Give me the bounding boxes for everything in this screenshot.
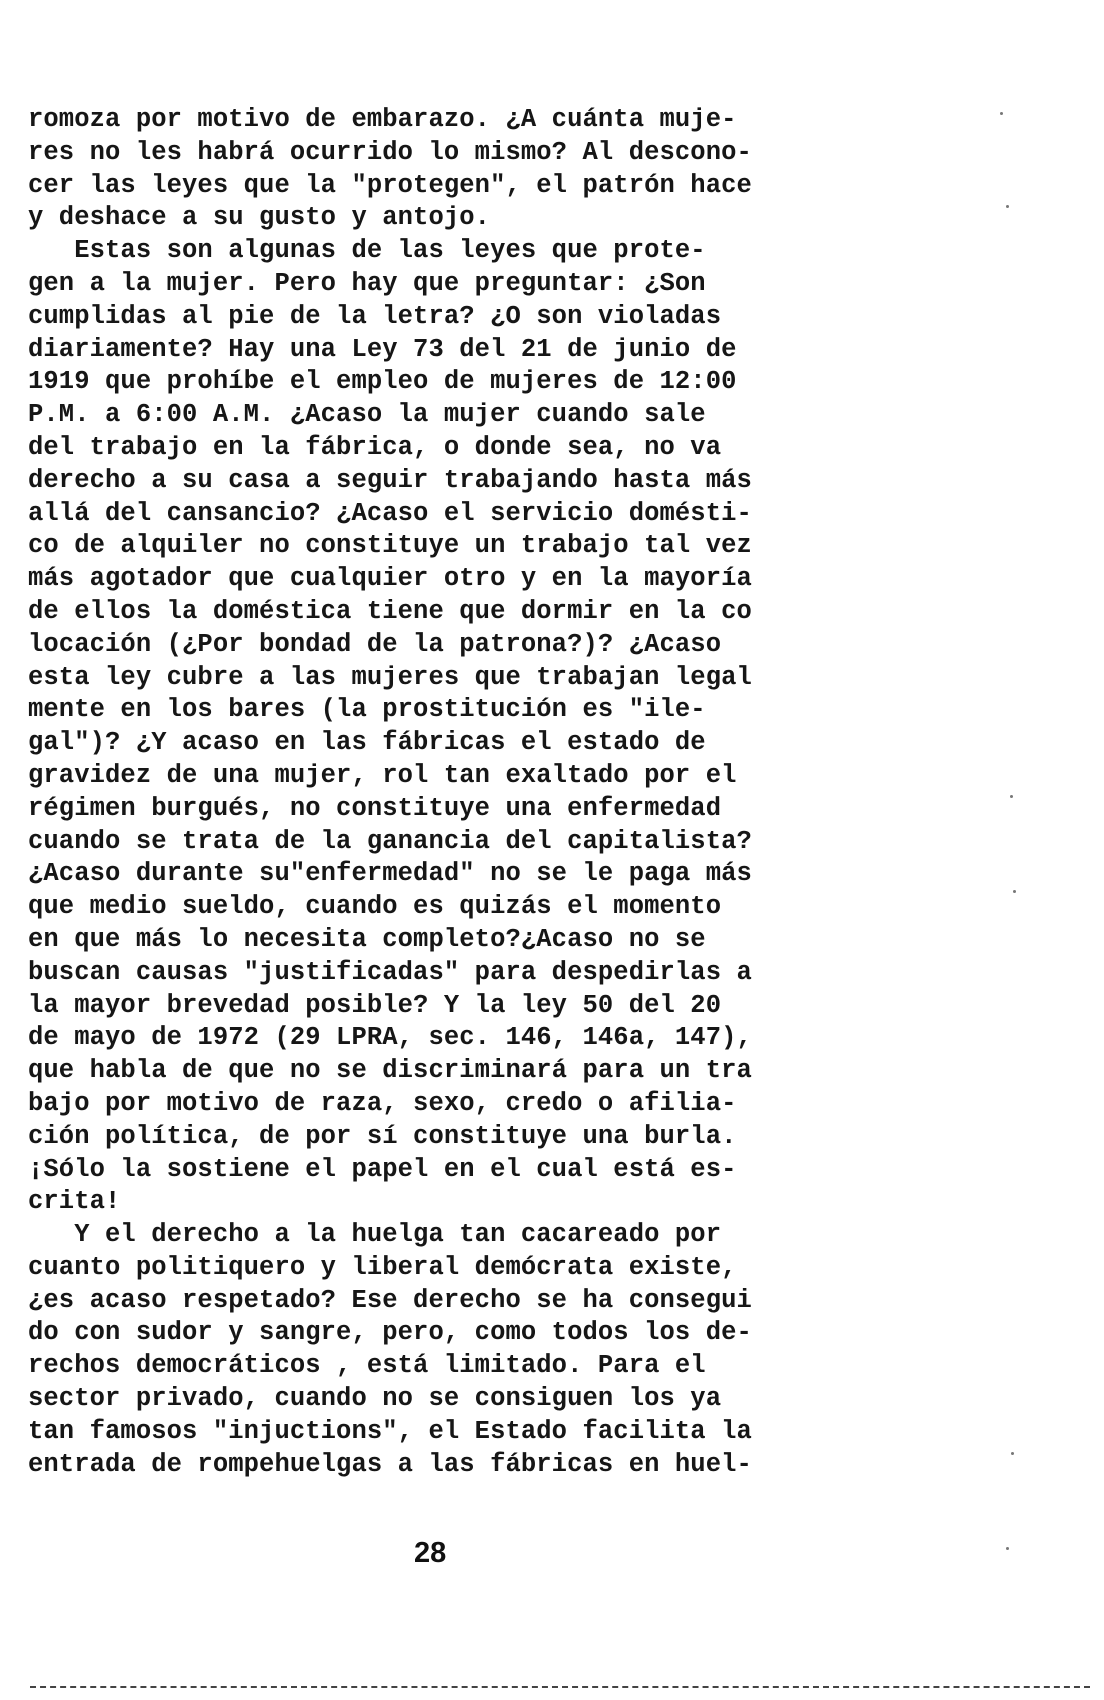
- bottom-divider: [30, 1686, 1090, 1688]
- text-line: romoza por motivo de embarazo. ¿A cuánta muje-: [28, 105, 737, 134]
- text-line: cuando se trata de la ganancia del capitalista?: [28, 826, 752, 856]
- text-line: buscan causas "justificadas" para despedirlas a: [28, 957, 752, 987]
- text-line: P.M. a 6:00 A.M. ¿Acaso la mujer cuando sale: [28, 400, 706, 430]
- text-line: gravidez de una mujer, rol tan exaltado por el: [28, 760, 737, 790]
- text-line: del trabajo en la fábrica, o donde sea, no va: [28, 432, 722, 462]
- text-line: gen a la mujer. Pero hay que preguntar: ¿Son: [28, 268, 706, 298]
- text-line: de ellos la doméstica tiene que dormir en la co: [28, 596, 752, 626]
- text-line: esta ley cubre a las mujeres que trabajan legal: [28, 662, 752, 692]
- text-line: tan famosos "injuctions", el Estado facilita la: [28, 1416, 752, 1446]
- scan-speck: [1006, 205, 1009, 208]
- scan-speck: [1000, 112, 1003, 115]
- scan-speck: [1013, 890, 1016, 893]
- text-line: la mayor brevedad posible? Y la ley 50 del 20: [28, 990, 722, 1020]
- page-number: 28: [414, 1537, 447, 1569]
- scan-speck: [1011, 1452, 1014, 1455]
- text-line: cumplidas al pie de la letra? ¿O son violadas: [28, 301, 722, 331]
- text-line: mente en los bares (la prostitución es "ile-: [28, 695, 706, 725]
- text-line: que habla de que no se discriminará para un tra: [28, 1056, 752, 1086]
- text-line: do con sudor y sangre, pero, como todos los de-: [28, 1318, 752, 1348]
- text-line: 1919 que prohíbe el empleo de mujeres de 12:00: [28, 367, 737, 397]
- text-line: en que más lo necesita completo?¿Acaso no se: [28, 924, 706, 954]
- text-line: cuanto politiquero y liberal demócrata existe,: [28, 1252, 737, 1282]
- text-line: y deshace a su gusto y antojo.: [28, 203, 491, 233]
- text-line: crita!: [28, 1187, 121, 1217]
- text-line: que medio sueldo, cuando es quizás el momento: [28, 892, 722, 922]
- text-line: cer las leyes que la "protegen", el patrón hace: [28, 170, 752, 200]
- text-line: sector privado, cuando no se consiguen los ya: [28, 1384, 722, 1414]
- scan-speck: [1006, 1547, 1009, 1550]
- text-line: diariamente? Hay una Ley 73 del 21 de junio de: [28, 334, 737, 364]
- text-line: entrada de rompehuelgas a las fábricas en huel-: [28, 1449, 752, 1479]
- text-line: bajo por motivo de raza, sexo, credo o afilia-: [28, 1088, 737, 1118]
- text-line: de mayo de 1972 (29 LPRA, sec. 146, 146a, 147),: [28, 1023, 752, 1053]
- text-line: ción política, de por sí constituye una burla.: [28, 1121, 737, 1151]
- text-line: derecho a su casa a seguir trabajando hasta más: [28, 465, 752, 495]
- text-line: ¡Sólo la sostiene el papel en el cual está es-: [28, 1154, 737, 1184]
- text-line: allá del cansancio? ¿Acaso el servicio domésti-: [28, 498, 752, 528]
- text-line: más agotador que cualquier otro y en la mayoría: [28, 564, 752, 594]
- text-line: Estas son algunas de las leyes que prote-: [28, 236, 706, 266]
- scan-speck: [1010, 795, 1013, 798]
- text-line: res no les habrá ocurrido lo mismo? Al descono-: [28, 137, 752, 167]
- text-line: ¿Acaso durante su"enfermedad" no se le paga más: [28, 859, 752, 889]
- text-line: gal")? ¿Y acaso en las fábricas el estado de: [28, 728, 706, 758]
- text-line: régimen burgués, no constituye una enfermedad: [28, 793, 722, 823]
- body-text: [28, 104, 818, 1481]
- text-line: ¿es acaso respetado? Ese derecho se ha consegui: [28, 1285, 752, 1315]
- text-line: co de alquiler no constituye un trabajo tal vez: [28, 531, 752, 561]
- text-line: Y el derecho a la huelga tan cacareado por: [28, 1220, 722, 1250]
- text-line: locación (¿Por bondad de la patrona?)? ¿Acaso: [28, 629, 722, 659]
- text-line: rechos democráticos , está limitado. Para el: [28, 1351, 706, 1381]
